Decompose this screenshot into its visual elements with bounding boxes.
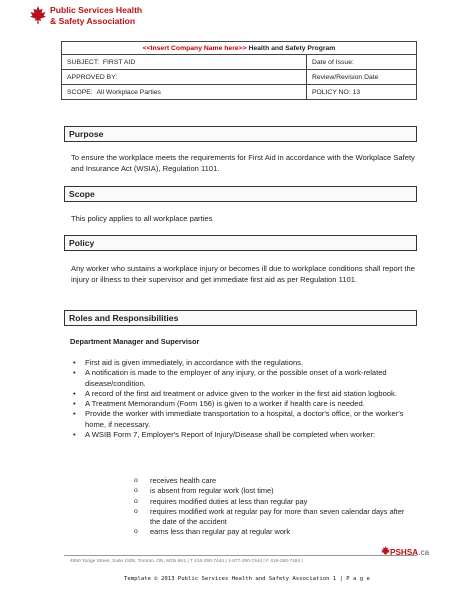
company-name-placeholder: <<Insert Company Name here>> (142, 44, 247, 52)
scope-label: SCOPE: (67, 88, 93, 96)
scope-text: This policy applies to all workplace parties (71, 214, 213, 223)
footer-divider (64, 555, 417, 556)
brand-main: PSHSA (390, 548, 419, 557)
header-title-cell (62, 42, 417, 55)
purpose-text: To ensure the workplace meets the requirements for First Aid in accordance with the Workplace Safety and Insurance Act (WSIA), Regulation 1101. (71, 153, 415, 173)
policy-heading: Policy (64, 235, 417, 251)
footer-address: 4950 Yonge Street, Suite 1505, Toronto, ON, M2N 6K1 | T 416-250-7444 | 1-877-250-7444 | F 416-250-7484 | (70, 559, 303, 564)
purpose-heading: Purpose (64, 126, 417, 142)
subject-label: SUBJECT: (67, 58, 100, 66)
org-name-line1: Public Services Health (50, 5, 143, 15)
review-date-cell: Review/Revision Date (306, 70, 416, 85)
subject-cell (62, 55, 307, 70)
subject-value: FIRST AID (102, 58, 136, 66)
policy-number-cell: POLICY NO: 13 (306, 85, 416, 100)
sub-list-item: o requires modified duties at less than regular pay (134, 497, 414, 507)
sub-list-item: o earns less than regular pay at regular work (134, 527, 414, 537)
org-name-line2: & Safety Association (50, 15, 136, 26)
scope-cell (62, 85, 307, 100)
sub-list-item: o is absent from regular work (lost time) (134, 486, 414, 496)
brand-ext: .ca (418, 548, 430, 557)
program-title: Health and Safety Program (246, 44, 336, 52)
policy-header-table (61, 41, 417, 100)
list-item: • A WSIB Form 7, Employer's Report of Injury/Disease shall be completed when worker: (71, 430, 421, 440)
sub-list-item: o requires modified work at regular pay for more than seven calendar days after the date of the accident (134, 507, 414, 528)
scope-value: All Workplace Parties (96, 88, 161, 96)
header-title-row (62, 42, 417, 55)
org-logo (30, 5, 150, 35)
footer-template-line: Template © 2013 Public Services Health and Safety Association 1 | P a g e (124, 576, 370, 582)
form7-conditions-list (134, 476, 414, 538)
list-item: • First aid is given immediately, in accordance with the regulations. (71, 358, 421, 368)
approved-by-cell: APPROVED BY: (62, 70, 307, 85)
list-item: • A record of the first aid treatment or advice given to the worker in the first aid station logbook. (71, 389, 421, 399)
date-of-issue-cell: Date of Issue: (306, 55, 416, 70)
org-name (50, 5, 142, 26)
header-subject-row (62, 55, 417, 70)
roles-heading: Roles and Responsibilities (64, 310, 417, 326)
responsibilities-list (71, 358, 421, 440)
scope-heading: Scope (64, 186, 417, 202)
sub-list-item: o receives health care (134, 476, 414, 486)
policy-text: Any worker who sustains a workplace injury or becomes ill due to workplace conditions shall report the injury or illness to their supervisor and get immediate first aid as per Regulation 1101. (71, 264, 415, 284)
roles-subheading: Department Manager and Supervisor (70, 337, 200, 346)
header-scope-row (62, 85, 417, 100)
maple-leaf-logo-icon (30, 6, 46, 24)
list-item: • A notification is made to the employer of any injury, or the possible onset of a work-related disease/condition. (71, 368, 421, 389)
header-approved-row (62, 70, 417, 85)
list-item: • A Treatment Memorandum (Form 156) is given to a worker if health care is needed. (71, 399, 421, 409)
list-item: • Provide the worker with immediate transportation to a hospital, a doctor's office, or the worker's home, if necessary. (71, 409, 421, 430)
